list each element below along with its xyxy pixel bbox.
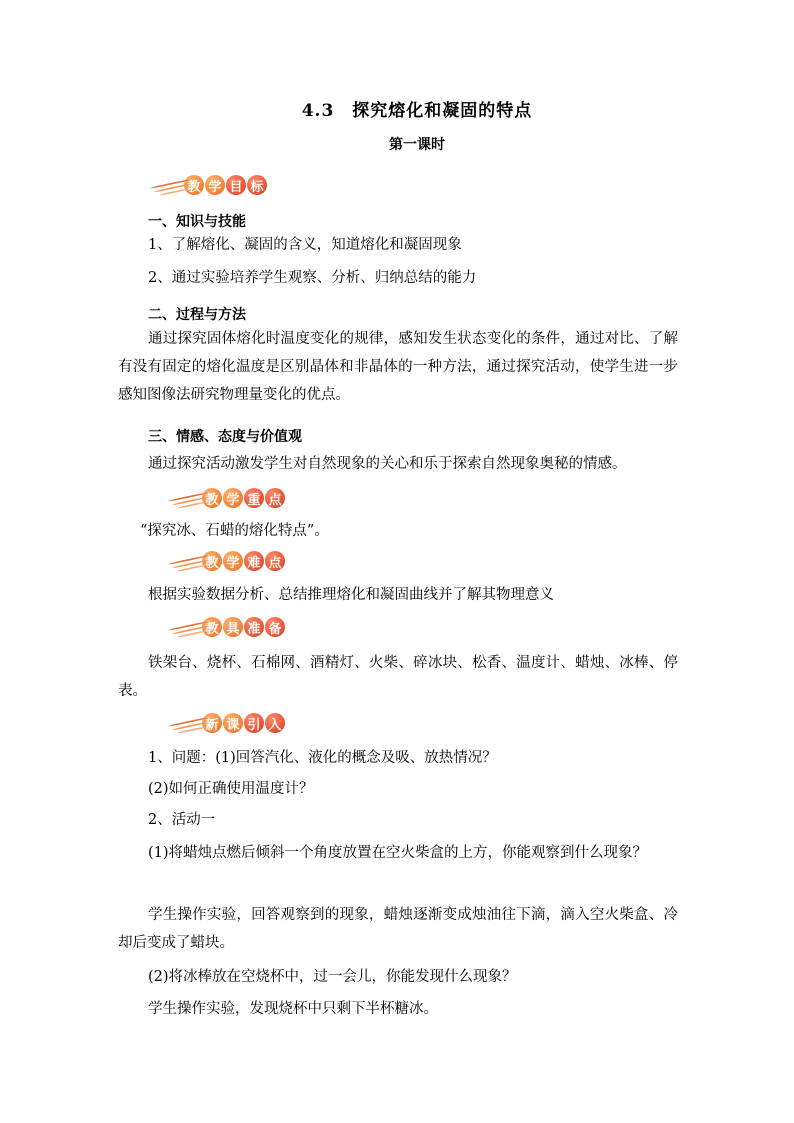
- swoosh-decoration: [168, 485, 210, 511]
- badge-char: 具: [223, 617, 243, 637]
- badge-char: 准: [244, 617, 264, 637]
- process-paragraph: 通过探究固体熔化时温度变化的规律，感知发生状态变化的条件，通过对比、了解有没有固定的熔化温度是区别晶体和非晶体的一种方法，通过探究活动，使学生进一步感知图像法研究物理量变化的优点。: [118, 331, 678, 403]
- heading-emotion-values: 三、情感、态度与价值观: [148, 429, 302, 445]
- badge-char: 新: [202, 713, 222, 733]
- section-badge-difficult-points: [168, 548, 286, 574]
- badge-char: 难: [244, 551, 264, 571]
- activity-step-1: (1)将蜡烛点燃后倾斜一个角度放置在空火柴盒的上方，你能观察到什么现象？: [148, 845, 648, 861]
- badge-char: 点: [265, 551, 285, 571]
- tools-paragraph: 铁架台、烧杯、石棉网、酒精灯、火柴、碎冰块、松香、温度计、蜡烛、冰棒、停表。: [118, 655, 678, 699]
- badge-char: 点: [265, 488, 285, 508]
- badge-char: 学: [205, 175, 225, 195]
- badge-char: 教: [202, 551, 222, 571]
- swoosh-decoration: [168, 614, 210, 640]
- page-subtitle: 第一课时: [389, 137, 445, 153]
- knowledge-item-2: 2、通过实验培养学生观察、分析、归纳总结的能力: [148, 270, 477, 286]
- section-badge-teaching-tools: [168, 614, 286, 640]
- badge-char: 教: [202, 488, 222, 508]
- badge-char: 标: [247, 175, 267, 195]
- badge-char: 课: [223, 713, 243, 733]
- activity-heading: 2、活动一: [148, 812, 216, 828]
- heading-process-methods: 二、过程与方法: [148, 307, 246, 323]
- heading-knowledge-skills: 一、知识与技能: [148, 214, 246, 230]
- badge-char: 入: [265, 713, 285, 733]
- page-title: 4.3 探究熔化和凝固的特点: [301, 101, 533, 121]
- section-badge-key-points: [168, 485, 286, 511]
- intro-question-1: 1、问题：(1)回答汽化、液化的概念及吸、放热情况？: [148, 750, 497, 766]
- activity-step-2: (2)将冰棒放在空烧杯中，过一会儿，你能发现什么现象？: [148, 969, 517, 985]
- key-point-text: “探究冰、石蜡的熔化特点”。: [140, 523, 329, 539]
- badge-char: 教: [202, 617, 222, 637]
- badge-char: 目: [226, 175, 246, 195]
- badge-char: 备: [265, 617, 285, 637]
- badge-char: 引: [244, 713, 264, 733]
- section-badge-teaching-goals: [150, 172, 268, 198]
- swoosh-decoration: [150, 172, 192, 198]
- emotion-paragraph: 通过探究活动激发学生对自然现象的关心和乐于探索自然现象奥秘的情感。: [148, 456, 627, 472]
- knowledge-item-1: 1、了解熔化、凝固的含义，知道熔化和凝固现象: [148, 237, 462, 253]
- activity-step-2-answer: 学生操作实验，发现烧杯中只剩下半杯糖冰。: [148, 1001, 438, 1017]
- badge-char: 重: [244, 488, 264, 508]
- badge-char: 学: [223, 488, 243, 508]
- difficult-point-text: 根据实验数据分析、总结推理熔化和凝固曲线并了解其物理意义: [148, 587, 554, 603]
- badge-char: 教: [184, 175, 204, 195]
- intro-question-2: (2)如何正确使用温度计？: [148, 781, 314, 797]
- section-badge-new-lesson-intro: [168, 710, 286, 736]
- swoosh-decoration: [168, 710, 210, 736]
- activity-step-1-answer: 学生操作实验，回答观察到的现象，蜡烛逐渐变成烛油往下滴，滴入空火柴盒、冷却后变成了蜡块。: [118, 907, 678, 951]
- swoosh-decoration: [168, 548, 210, 574]
- badge-char: 学: [223, 551, 243, 571]
